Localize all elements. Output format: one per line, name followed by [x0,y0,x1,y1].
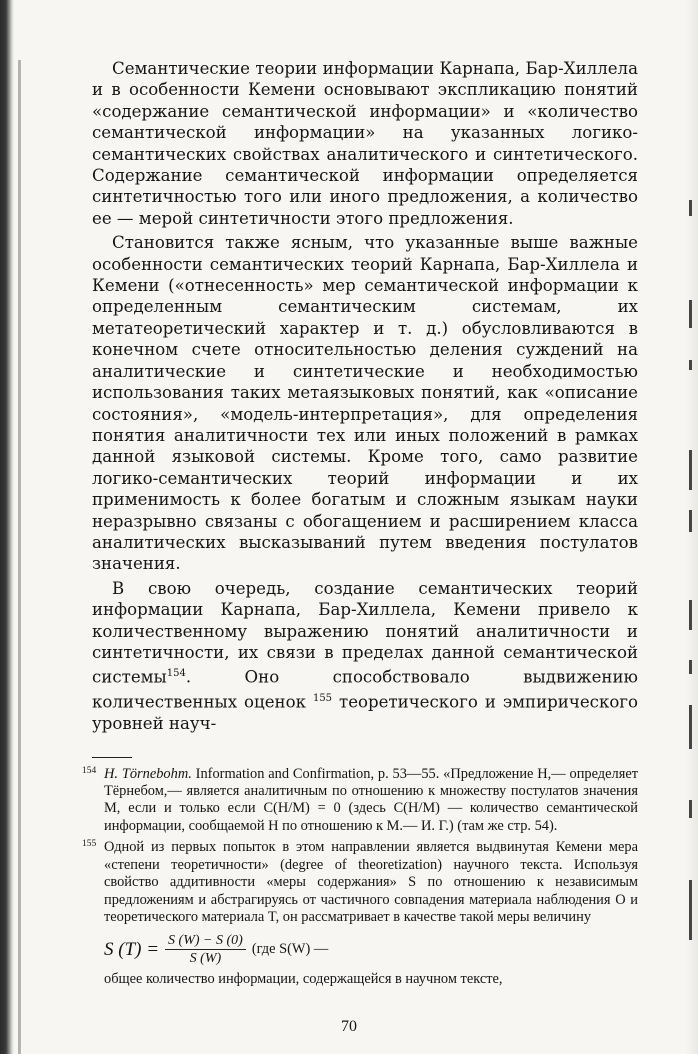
footnote-154-text: Information and Confirmation, p. 53—55. «Предложение H,— определяет Тёрнебом,— является аналитичным по отношению к множеству постулатов значения M, если и только если C(H/M) = 0 (здесь C(H/M) — количество семантической информации, сообщаемой H по отношению к M.— И. Г.) (там же стр. 54). [104,765,638,834]
book-binding-shadow [0,0,14,1054]
footnote-155-number: 155 [82,839,97,850]
paragraph-1: Семантические теории информации Карнапа, Бар-Хиллела и в особенности Кемени основывают экспликацию понятий «содержание семантической информации» и «количество семантической информации» на указанных логико-семантических свойствах аналитического и синтетического. Содержание семантической информации определяется синтетичностью того или иного предложения, а количество ее — мерой синтетичности этого предложения. [92,59,638,228]
footnote-154-number: 154 [82,765,97,776]
footnote-separator [92,757,132,758]
formula-line [92,932,638,967]
paragraph-3-text-c: теоретического и эмпирического уровней науч- [92,692,638,734]
footnote-154-author: H. Törnebohm. [104,765,192,782]
footnote-ref-154: 154 [166,668,186,680]
paragraph-3-text-b: . Оно способствовало выдвижению количественных оценок [92,667,638,712]
footnote-154 [82,765,638,836]
formula-fraction [165,932,246,967]
formula-after: (где S(W) — [251,941,329,958]
formula-numerator: S (W) − S (0) [165,932,246,950]
formula-denominator: S (W) [189,951,222,967]
paragraph-3 [92,578,638,735]
page-number: 70 [341,1018,357,1035]
paragraph-2: Становится также ясным, что указанные выше важные особенности семантических теорий Карнапа, Бар-Хиллела и Кемени («отнесенность» мер семантической информации к определенным семантическим системам, их метатеоретический характер и т. д.) обусловливаются в конечном счете относительностью деления суждений на аналитические и синтетические и необходимостью использования таких метаязыковых понятий, как «описание состояния», «модель-интерпретация», для определения понятия аналитичности тех или иных положений в рамках данной языковой системы. Кроме того, само развитие логико-семантических теорий информации и их применимость к более богатым и сложным языкам науки неразрывно связаны с обогащением и расширением класса аналитических высказываний путем введения постулатов значения. [92,233,638,574]
formula-lhs: S (T) = [104,938,160,960]
right-edge-marks [689,0,695,1054]
paragraph-3-text-a: В свою очередь, создание семантических теорий информации Карнапа, Бар-Хиллела, Кемени привело к количественному выражению понятий аналитичности и синтетичности, их связи в пределах данной семантической системы [92,578,638,687]
footnote-155-continuation: общее количество информации, содержащейся в научном тексте, [104,971,503,988]
page-content [82,58,638,989]
footnote-155 [82,839,638,926]
footnote-ref-155: 155 [312,693,333,705]
footnote-155-text: Одной из первых попыток в этом направлении является выдвинутая Кемени мера «степени теоретичности» (degree of theoretization) научного текста. Используя свойство аддитивности «меры содержания» S по отношению к независимым предложениям и абстрагируясь от частичного совпадения материала наблюдения O и теоретического материала T, он рассматривает в качестве такой меры величину [104,839,638,925]
page-edge-line [18,60,21,1054]
